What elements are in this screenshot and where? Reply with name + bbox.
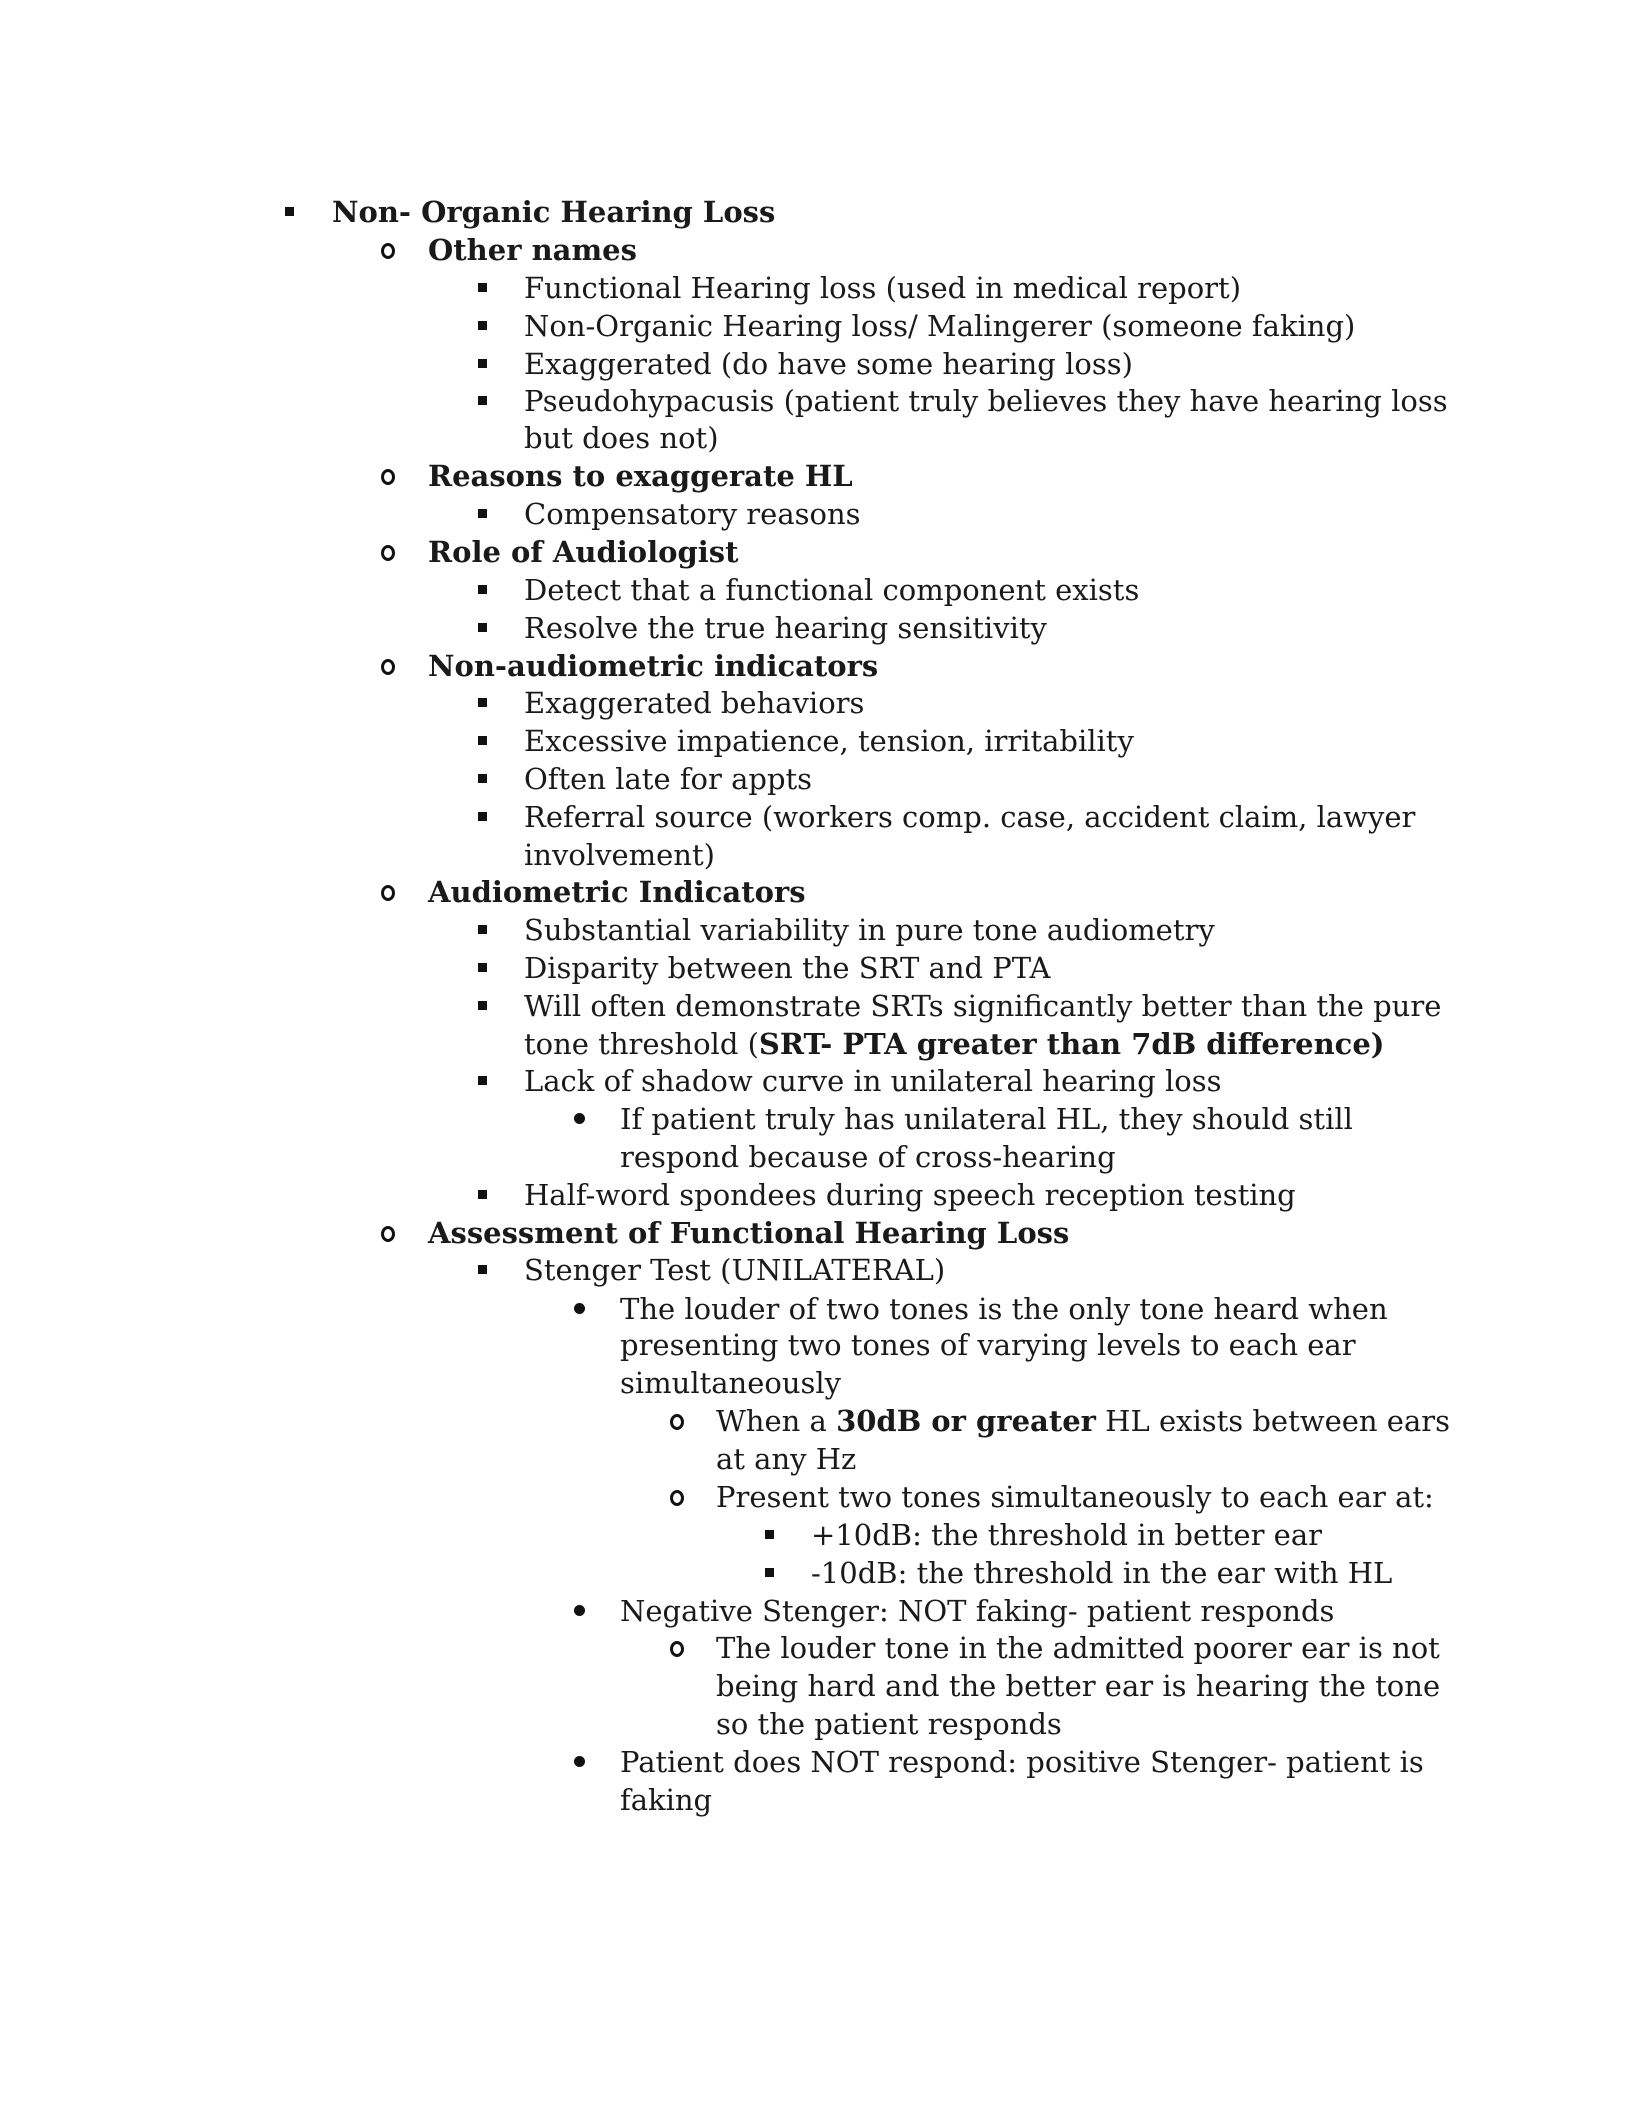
square-bullet-icon [478,760,494,798]
square-bullet-icon [478,609,494,647]
outline-text [620,1138,1116,1176]
square-bullet-icon [478,684,494,722]
outline-line [0,1667,1640,1705]
outline-text [716,1478,1434,1516]
outline-line [0,1705,1640,1743]
bold-text: SRT- PTA greater than 7dB difference) [758,1027,1385,1061]
text-run: Exaggerated (do have some hearing loss) [524,347,1133,381]
outline-text [811,1554,1392,1592]
outline-line [0,760,1640,798]
outline-text [524,722,1134,760]
text-run: so the patient responds [716,1707,1062,1741]
square-bullet-icon [765,1516,781,1554]
circle-bullet-icon [670,1478,686,1516]
text-run: The louder tone in the admitted poorer ear is not [716,1631,1440,1665]
bold-text: Assessment of Functional Hearing Loss [428,1216,1070,1250]
circle-bullet-icon [381,873,397,911]
outline-line [0,495,1640,533]
square-bullet-icon [478,1176,494,1214]
square-bullet-icon [478,382,494,420]
outline-line [0,307,1640,345]
circle-bullet-icon [670,1629,686,1667]
outline-line [0,722,1640,760]
outline-text [620,1326,1356,1364]
text-run: faking [620,1783,713,1817]
square-bullet-icon [478,1062,494,1100]
outline-line [0,873,1640,911]
text-run: Pseudohypacusis (patient truly believes they have hearing loss [524,384,1448,418]
outline-line [0,798,1640,836]
bold-text: Non- Organic Hearing Loss [332,195,776,229]
square-bullet-icon [478,911,494,949]
outline-text [524,382,1448,420]
outline-line [0,1138,1640,1176]
square-bullet-icon [478,307,494,345]
circle-bullet-icon [381,231,397,269]
circle-bullet-icon [381,457,397,495]
text-run: HL exists between ears [1095,1404,1450,1438]
outline-line [0,1781,1640,1819]
dot-bullet-icon [574,1743,590,1781]
square-bullet-icon [478,798,494,836]
outline-text [524,419,719,457]
outline-text [524,911,1215,949]
outline-text [428,1214,1069,1252]
dot-bullet-icon [574,1100,590,1138]
text-run: -10dB: the threshold in the ear with HL [811,1556,1393,1590]
outline-line [0,457,1640,495]
outline-text [428,457,853,495]
outline-line [0,1478,1640,1516]
square-bullet-icon [478,722,494,760]
text-run: tone threshold ( [524,1027,759,1061]
text-run: Resolve the true hearing sensitivity [524,611,1047,645]
text-run: Functional Hearing loss (used in medical report) [524,271,1242,305]
dot-bullet-icon [574,1290,590,1328]
text-run: but does not) [524,421,719,455]
text-run: respond because of cross-hearing [620,1140,1116,1174]
outline-text [524,836,715,874]
outline-line [0,1176,1640,1214]
text-run: Stenger Test (UNILATERAL) [524,1253,946,1287]
outline-text [620,1743,1424,1781]
square-bullet-icon [285,193,301,231]
text-run: The louder of two tones is the only tone heard when [620,1292,1388,1326]
square-bullet-icon [478,949,494,987]
outline-line [0,1364,1640,1402]
outline-line [0,1290,1640,1328]
text-run: Disparity between the SRT and PTA [524,951,1051,985]
text-run: Referral source (workers comp. case, accident claim, lawyer [524,800,1416,834]
dot-bullet-icon [574,1592,590,1630]
text-run: Detect that a functional component exists [524,573,1140,607]
text-run: Often late for appts [524,762,813,796]
outline-line [0,1402,1640,1440]
outline-text [811,1516,1322,1554]
text-run: presenting two tones of varying levels to each ear [620,1328,1356,1362]
outline-line [0,1251,1640,1289]
outline-text [428,873,806,911]
outline-text [524,1062,1222,1100]
outline-text [524,571,1139,609]
bold-text: Other names [428,233,637,267]
outline-line [0,987,1640,1025]
outline-text [524,495,861,533]
outline-line [0,1592,1640,1630]
outline-line [0,911,1640,949]
outline-line [0,1554,1640,1592]
outline-text [620,1592,1334,1630]
outline-text [716,1402,1450,1440]
text-run: Compensatory reasons [524,497,861,531]
square-bullet-icon [478,495,494,533]
bold-text: Role of Audiologist [428,535,739,569]
outline-line [0,382,1640,420]
outline-text [428,231,637,269]
outline-line [0,1629,1640,1667]
outline-text [524,760,812,798]
text-run: Lack of shadow curve in unilateral hearing loss [524,1064,1222,1098]
text-run: Will often demonstrate SRTs significantly better than the pure [524,989,1442,1023]
outline-line [0,1440,1640,1478]
square-bullet-icon [478,345,494,383]
outline-text [524,798,1415,836]
outline-line [0,1062,1640,1100]
outline-text [524,1176,1296,1214]
circle-bullet-icon [670,1402,686,1440]
outline-line [0,1214,1640,1252]
text-run: Non-Organic Hearing loss/ Malingerer (someone faking) [524,309,1356,343]
text-run: +10dB: the threshold in better ear [811,1518,1322,1552]
text-run: Exaggerated behaviors [524,686,865,720]
circle-bullet-icon [381,1214,397,1252]
outline-line [0,1100,1640,1138]
outline-text [524,345,1133,383]
text-run: When a [716,1404,837,1438]
text-run: Excessive impatience, tension, irritability [524,724,1134,758]
outline-line [0,533,1640,571]
outline-text [332,193,775,231]
outline-text [716,1667,1440,1705]
outline-line [0,949,1640,987]
bold-text: Reasons to exaggerate HL [428,459,853,493]
outline-line [0,231,1640,269]
text-run: involvement) [524,838,715,872]
outline-text [620,1100,1353,1138]
outline-text [620,1364,841,1402]
square-bullet-icon [478,571,494,609]
outline-text [524,269,1241,307]
text-run: Present two tones simultaneously to each ear at: [716,1480,1434,1514]
text-run: being hard and the better ear is hearing the tone [716,1669,1441,1703]
text-run: Negative Stenger: NOT faking- patient responds [620,1594,1335,1628]
outline-line [0,647,1640,685]
outline-text [716,1705,1062,1743]
text-run: If patient truly has unilateral HL, they should still [620,1102,1353,1136]
outline-line [0,1326,1640,1364]
circle-bullet-icon [381,533,397,571]
outline-text [524,987,1441,1025]
outline-text [524,1025,1385,1063]
outline-line [0,609,1640,647]
square-bullet-icon [478,987,494,1025]
circle-bullet-icon [381,647,397,685]
text-run: Patient does NOT respond: positive Stenger- patient is [620,1745,1424,1779]
outline-text [716,1629,1440,1667]
square-bullet-icon [765,1554,781,1592]
outline-line [0,684,1640,722]
outline-line [0,345,1640,383]
square-bullet-icon [478,269,494,307]
outline-line [0,269,1640,307]
bold-text: Non-audiometric indicators [428,649,879,683]
outline-line [0,419,1640,457]
outline-text [524,949,1051,987]
text-run: Substantial variability in pure tone audiometry [524,913,1215,947]
text-run: Half-word spondees during speech reception testing [524,1178,1296,1212]
text-run: simultaneously [620,1366,842,1400]
text-run: at any Hz [716,1442,857,1476]
outline-line [0,193,1640,231]
bold-text: Audiometric Indicators [428,875,806,909]
outline-text [428,647,878,685]
outline-line [0,1025,1640,1063]
outline-line [0,836,1640,874]
outline-line [0,1743,1640,1781]
outline-text [524,684,864,722]
outline-text [524,1251,945,1289]
outline-line [0,1516,1640,1554]
outline-line [0,571,1640,609]
outline-text [524,609,1047,647]
outline-text [716,1440,856,1478]
outline-text [524,307,1355,345]
outline-text [428,533,739,571]
square-bullet-icon [478,1251,494,1289]
outline-text [620,1290,1388,1328]
bold-text: 30dB or greater [836,1404,1096,1438]
outline-text [620,1781,712,1819]
